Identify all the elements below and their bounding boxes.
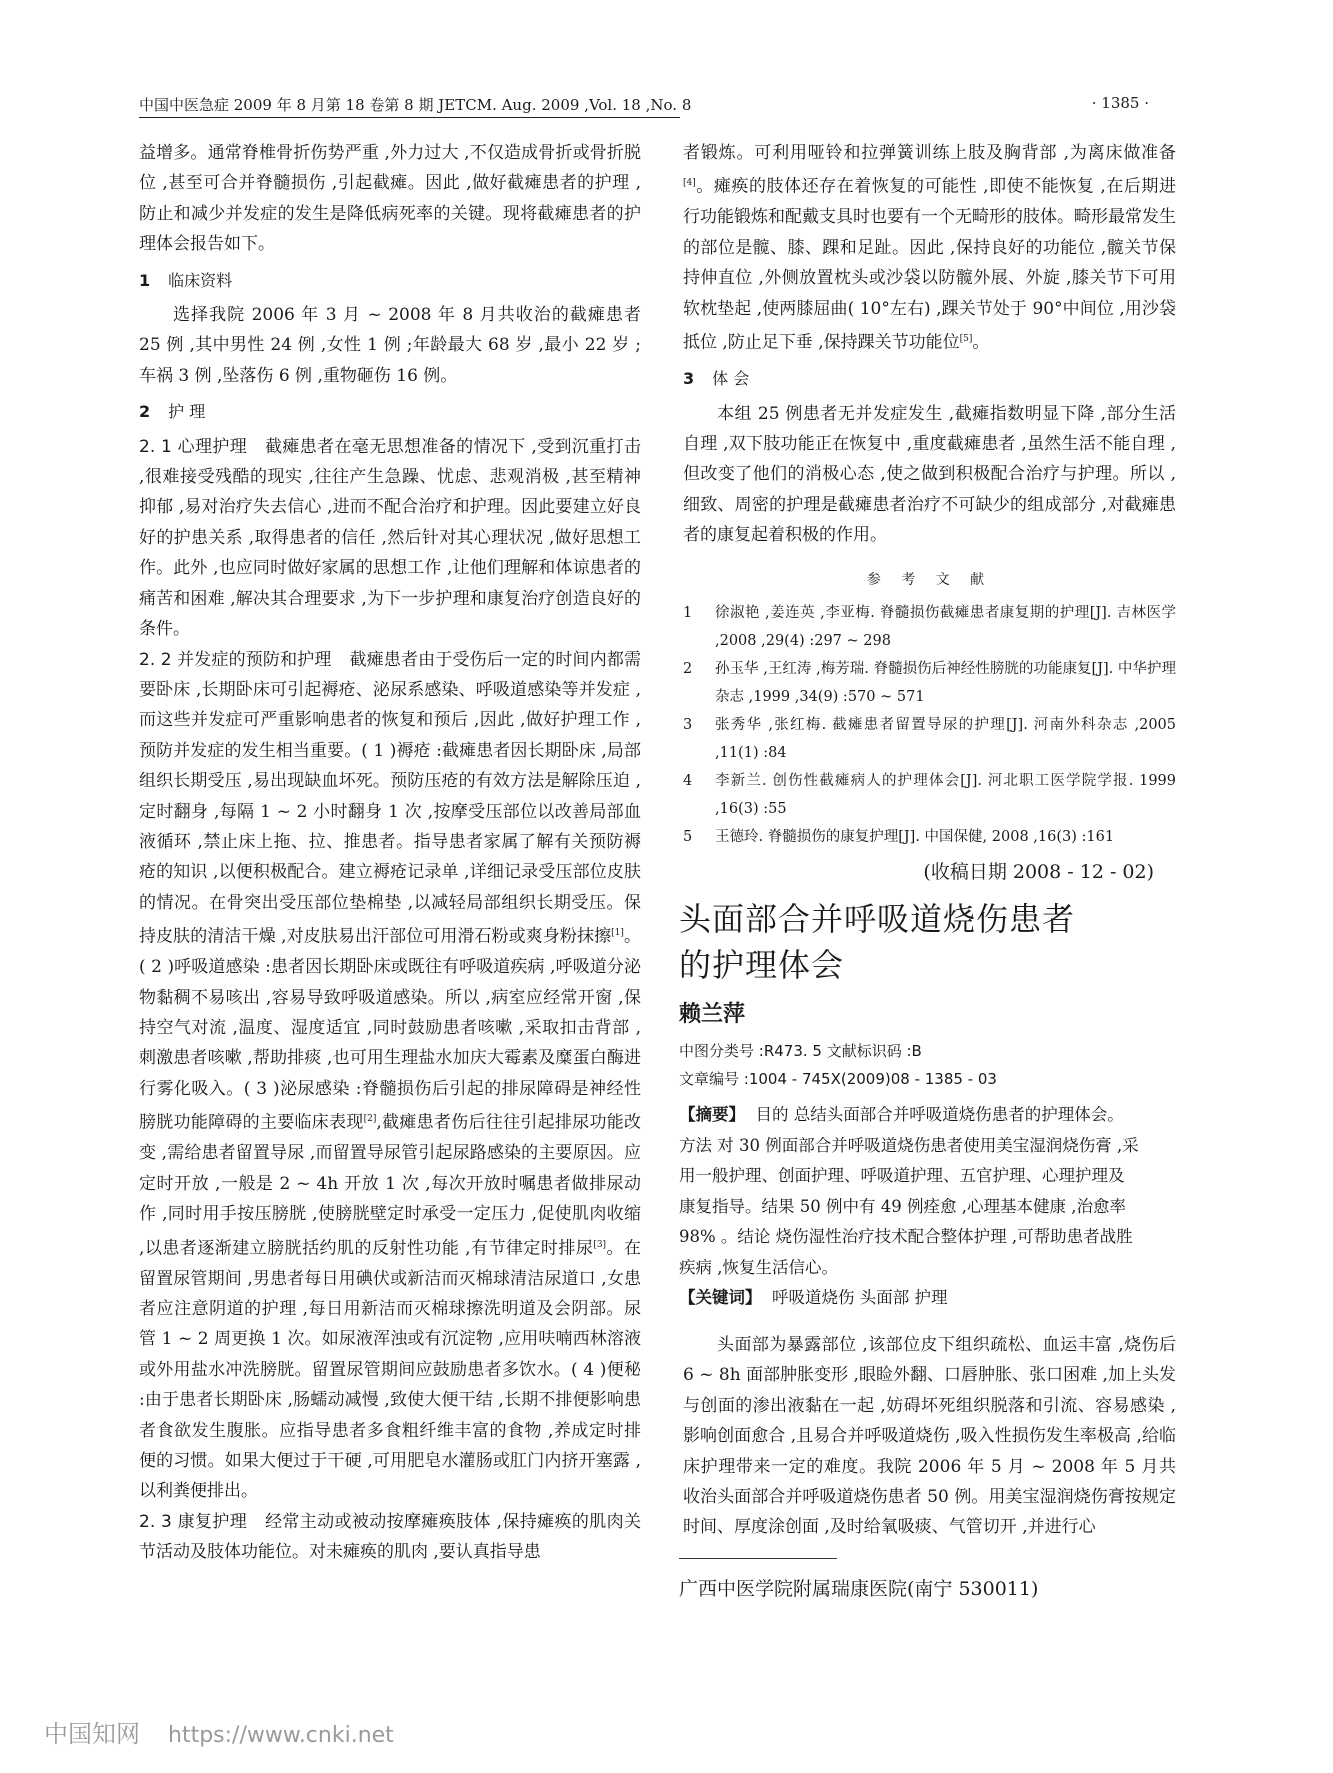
reference-list [683,599,1176,851]
citation: [4] [683,178,696,189]
keywords: 【关键词】 呼吸道烧伤 头面部 护理 [679,1288,948,1307]
affiliation-footnote: 广西中医学院附属瑞康医院(南宁 530011) [679,1578,1039,1600]
reference-item: 4 李新兰. 创伤性截瘫病人的护理体会[J]. 河北职工医学院学报. 1999 ,16(3) :55 [683,773,1176,817]
classification-line: 中图分类号 :R473. 5 文献标识码 :B [679,1042,922,1060]
reference-item: 2 孙玉华 ,王红涛 ,梅芳瑞. 脊髓损伤后神经性膀胱的功能康复[J]. 中华护理杂志 ,1999 ,34(9) :570 ~ 571 [683,661,1176,705]
abstract: 【摘要】 目的 总结头面部合并呼吸道烧伤患者的护理体会。方法 对 30 例面部合并呼吸道烧伤患者使用美宝湿润烧伤膏 ,采用一般护理、创面护理、呼吸道护理、五官护理、心理护理及康复指导。结果 50 例中有 49 例痊愈 ,心理基本健康 ,治愈率 98% 。结论 烧伤湿性治疗技术配合整体护理 ,可帮助患者战胜疾病 ,恢复生活信心。 [679,1105,1139,1277]
received-date: (收稿日期 2008 - 12 - 02) [923,861,1154,883]
section-1-heading [139,266,641,296]
section-title: 体 会 [712,369,750,389]
watermark-url: https://www.cnki.net [168,1723,394,1748]
article-body [683,1330,1176,1543]
keywords-label: 【关键词】 [679,1288,762,1307]
section-3-paragraph: 本组 25 例患者无并发症发生 ,截瘫指数明显下降 ,部分生活自理 ,双下肢功能正在恢复中 ,重度截瘫患者 ,虽然生活不能自理 ,但改变了他们的消极心态 ,使之做到积极配合治疗与护理。所以 ,细致、周密的护理是截瘫患者治疗不可缺少的组成部分 ,对截瘫患者的康复起着积极的作用。 [683,403,1176,546]
references-heading: 参 考 文 献 [866,571,993,588]
subsection-label: 2. 2 并发症的预防和护理 [139,649,332,670]
left-column [139,138,641,1568]
section-number: 1 [139,270,151,290]
article-number-line: 文章编号 :1004 - 745X(2009)08 - 1385 - 03 [679,1070,997,1088]
abstract-block [679,1100,1139,1314]
author-name: 赖兰萍 [679,1002,746,1027]
section-2-3-paragraph: 2. 3 康复护理 经常主动或被动按摩瘫痪肢体 ,保持瘫痪的肌肉关节活动及肢体功能位。对未瘫痪的肌肉 ,要认真指导患 [139,1511,641,1563]
section-2-1-paragraph: 2. 1 心理护理 截瘫患者在毫无思想准备的情况下 ,受到沉重打击 ,很难接受残酷的现实 ,往往产生急躁、忧虑、悲观消极 ,甚至精神抑郁 ,易对治疗失去信心 ,进而不配合治疗和护理。因此要建立好良好的护患关系 ,取得患者的信任 ,然后针对其心理状况 ,做好思想工作。此外 ,也应同时做好家属的思想工作 ,让他们理解和体谅患者的痛苦和困难 ,解决其合理要求 ,为下一步护理和康复治疗创造良好的条件。 [139,436,641,640]
body-paragraph: 头面部为暴露部位 ,该部位皮下组织疏松、血运丰富 ,烧伤后 6 ~ 8h 面部肿胀变形 ,眼睑外翻、口唇肿胀、张口困难 ,加上头发与创面的渗出液黏在一起 ,妨碍坏死组织脱落和引流、容易感染 ,影响创面愈合 ,且易合并呼吸道烧伤 ,吸入性损伤发生率极高 ,给临床护理带来一定的难度。我院 2006 年 5 月 ~ 2008 年 5 月共收治头面部合并呼吸道烧伤患者 50 例。用美宝湿润烧伤膏按规定时间、厚度涂创面 ,及时给氧吸痰、气管切开 ,并进行心 [683,1335,1176,1538]
section-number: 2 [139,402,151,422]
section-3-heading [683,364,1176,394]
intro-paragraph: 益增多。通常脊椎骨折伤势严重 ,外力过大 ,不仅造成骨折或骨折脱位 ,甚至可合并脊髓损伤 ,引起截瘫。因此 ,做好截瘫患者的护理 ,防止和减少并发症的发生是降低病死率的关键。现将截瘫患者的护理体会报告如下。 [139,143,641,255]
article-title: 头面部合并呼吸道烧伤患者 的护理体会 [679,900,1076,984]
continued-paragraph: 者锻炼。可利用哑铃和拉弹簧训练上肢及胸背部 ,为离床做准备[4]。瘫痪的肢体还存在着恢复的可能性 ,即使不能恢复 ,在后期进行功能锻炼和配戴支具时也要有一个无畸形的肢体。畸形最常发生的部位是髋、膝、踝和足趾。因此 ,保持良好的功能位 ,髋关节保持伸直位 ,外侧放置枕头或沙袋以防髋外展、外旋 ,膝关节下可用软枕垫起 ,使两膝屈曲( 10°左右) ,踝关节处于 90°中间位 ,用沙袋抵位 ,防止足下垂 ,保持踝关节功能位[5]。 [683,143,1176,353]
citation: [1] [611,928,624,939]
subsection-label: 2. 3 康复护理 [139,1511,248,1532]
watermark-brand: 中国知网 [44,1720,140,1748]
citation: [2] [363,1114,377,1125]
section-title: 护 理 [168,402,206,422]
right-column [683,138,1176,887]
page-number: · 1385 · [1091,94,1149,112]
journal-header: 中国中医急症 2009 年 8 月第 18 卷第 8 期 JETCM. Aug. 2009 ,Vol. 18 ,No. 8 [139,96,692,114]
reference-item: 5 王德玲. 脊髓损伤的康复护理[J]. 中国保健, 2008 ,16(3) :161 [683,829,1115,845]
reference-item: 3 张秀华 ,张红梅. 截瘫患者留置导尿的护理[J]. 河南外科杂志 ,2005 ,11(1) :84 [683,717,1176,761]
section-title: 临床资料 [168,270,233,290]
section-1-paragraph: 选择我院 2006 年 3 月 ~ 2008 年 8 月共收治的截瘫患者 25 例 ,其中男性 24 例 ,女性 1 例 ;年龄最大 68 岁 ,最小 22 岁 ;车祸 3 例 ,坠落伤 6 例 ,重物砸伤 16 例。 [139,305,641,386]
abstract-label: 【摘要】 [679,1105,745,1124]
subsection-label: 2. 1 心理护理 [139,436,248,457]
section-2-2-paragraph: 2. 2 并发症的预防和护理 截瘫患者由于受伤后一定的时间内都需要卧床 ,长期卧床可引起褥疮、泌尿系感染、呼吸道感染等并发症 ,而这些并发症可严重影响患者的恢复和预后 ,因此 ,做好护理工作 ,预防并发症的发生相当重要。( 1 )褥疮 :截瘫患者因长期卧床 ,局部组织长期受压 ,易出现缺血坏死。预防压疮的有效方法是解除压迫 ,定时翻身 ,每隔 1 ~ 2 小时翻身 1 次 ,按摩受压部位以改善局部血液循环 ,禁止床上拖、拉、推患者。指导患者家属了解有关预防褥疮的知识 ,以便积极配合。建立褥疮记录单 ,详细记录受压部位皮肤的情况。在骨突出受压部位垫棉垫 ,以减轻局部组织长期受压。保持皮肤的清洁干燥 ,对皮肤易出汗部位可用滑石粉或爽身粉抹擦[1]。( 2 )呼吸道感染 :患者因长期卧床或既往有呼吸道疾病 ,呼吸道分泌物黏稠不易咳出 ,容易导致呼吸道感染。所以 ,病室应经常开窗 ,保持空气对流 ,温度、湿度适宜 ,同时鼓励患者咳嗽 ,采取扣击背部 ,刺激患者咳嗽 ,帮助排痰 ,也可用生理盐水加庆大霉素及糜蛋白酶进行雾化吸入。( 3 )泌尿感染 :脊髓损伤后引起的排尿障碍是神经性膀胱功能障碍的主要临床表现[2],截瘫患者伤后往往引起排尿功能改变 ,需给患者留置导尿 ,而留置导尿管引起尿路感染的主要原因。应定时开放 ,一般是 2 ~ 4h 开放 1 次 ,每次开放时嘱患者做排尿动作 ,同时用手按压膀胱 ,使膀胱壁定时承受一定压力 ,促使肌肉收缩 ,以患者逐渐建立膀胱括约肌的反射性功能 ,有节律定时排尿[3]。在留置尿管期间 ,男患者每日用碘伏或新洁而灭棉球清洁尿道口 ,女患者应注意阴道的护理 ,每日用新洁而灭棉球擦洗明道及会阴部。尿管 1 ~ 2 周更换 1 次。如尿液浑浊或有沉淀物 ,应用呋喃西林溶液或外用盐水冲洗膀胱。留置尿管期间应鼓励患者多饮水。( 4 )便秘 :由于患者长期卧床 ,肠蠕动减慢 ,致使大便干结 ,长期不排便影响患者食欲发生腹胀。应指导患者多食粗纤维丰富的食物 ,养成定时排便的习惯。如果大便过于干硬 ,可用肥皂水灌肠或肛门内挤开塞露 ,以利粪便排出。 [139,649,642,1502]
citation: [5] [959,334,973,345]
cnki-watermark [44,1714,394,1749]
section-2-heading [139,397,641,427]
section-number: 3 [683,369,695,389]
reference-item: 1 徐淑艳 ,姜连英 ,李亚梅. 脊髓损伤截瘫患者康复期的护理[J]. 吉林医学 ,2008 ,29(4) :297 ~ 298 [683,605,1176,649]
citation: [3] [593,1239,607,1250]
header-rule [139,117,680,118]
footnote-rule [679,1558,837,1559]
